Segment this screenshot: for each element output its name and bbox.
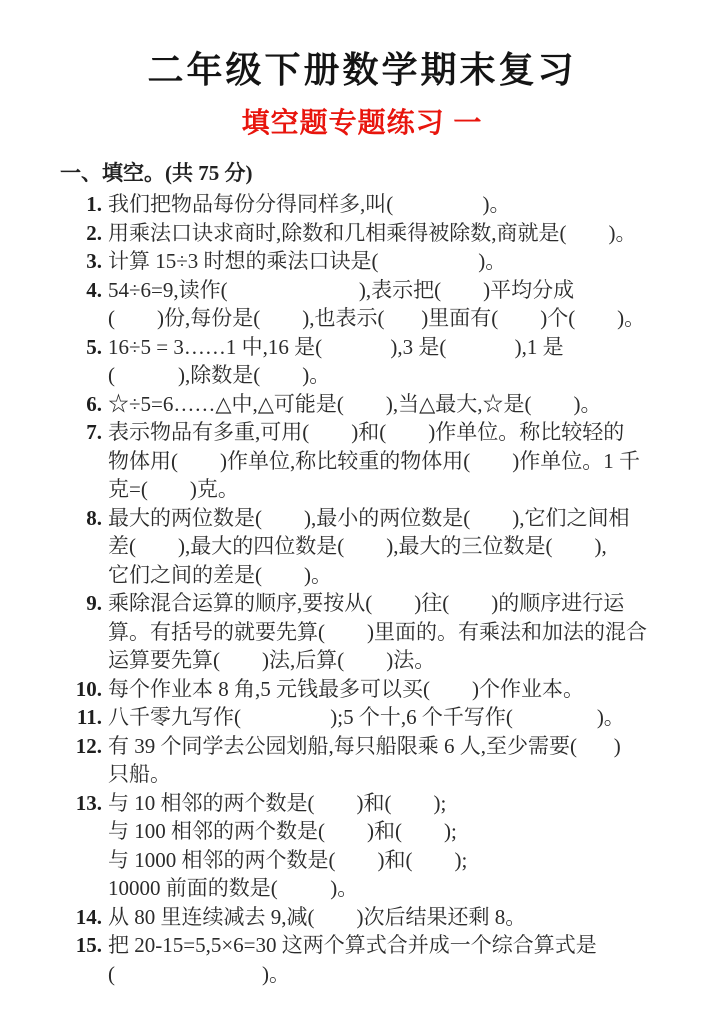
question-line: 最大的两位数是( ),最小的两位数是( ),它们之间相 xyxy=(108,505,630,530)
question-number: 8. xyxy=(86,505,102,530)
question-line: 算。有括号的就要先算( )里面的。有乘法和加法的混合 xyxy=(108,619,647,644)
question-text xyxy=(108,219,680,248)
question-text xyxy=(108,390,680,419)
question-row xyxy=(60,589,680,675)
question-line: ( )份,每份是( ),也表示( )里面有( )个( )。 xyxy=(108,306,646,330)
question-row xyxy=(60,219,680,248)
question-text xyxy=(108,789,680,903)
question-row xyxy=(60,675,680,704)
question-number: 12. xyxy=(75,733,102,758)
question-line: 运算要先算( )法,后算( )法。 xyxy=(108,648,436,672)
question-line: ☆÷5=6……△中,△可能是( ),当△最大,☆是( )。 xyxy=(108,391,602,416)
question-line: ( )。 xyxy=(108,961,290,986)
question-line: 有 39 个同学去公园划船,每只船限乘 6 人,至少需要( ) xyxy=(108,733,621,758)
question-number: 14. xyxy=(75,904,102,929)
question-line: 16÷5 = 3……1 中,16 是( ),3 是( ),1 是 xyxy=(108,334,564,359)
question-text xyxy=(108,675,680,704)
question-line: 我们把物品每份分得同样多,叫( )。 xyxy=(108,192,511,216)
question-line: 54÷6=9,读作( ),表示把( )平均分成 xyxy=(108,277,575,302)
question-line: 只船。 xyxy=(108,762,171,786)
question-row xyxy=(60,190,680,219)
question-line: 克=( )克。 xyxy=(108,477,239,501)
question-line: 物体用( )作单位,称比较重的物体用( )作单位。1 千 xyxy=(108,448,640,473)
question-text xyxy=(108,418,680,504)
question-number: 1. xyxy=(86,192,102,216)
question-number: 6. xyxy=(86,391,102,416)
question-line: 乘除混合运算的顺序,要按从( )往( )的顺序进行运 xyxy=(108,591,625,615)
question-row xyxy=(60,418,680,504)
question-text xyxy=(108,276,680,333)
question-line: 与 1000 相邻的两个数是( )和( ); xyxy=(108,847,468,872)
question-row xyxy=(60,390,680,419)
question-row xyxy=(60,333,680,390)
question-row xyxy=(60,789,680,903)
question-number: 4. xyxy=(86,277,102,302)
question-number: 2. xyxy=(86,220,102,245)
page-subtitle: 填空题专题练习 一 xyxy=(241,107,483,138)
question-row xyxy=(60,504,680,590)
question-line: 八千零九写作( );5 个十,6 个千写作( )。 xyxy=(108,705,625,729)
question-line: 差( ),最大的四位数是( ),最大的三位数是( ), xyxy=(108,534,607,558)
question-line: 每个作业本 8 角,5 元钱最多可以买( )个作业本。 xyxy=(108,676,584,701)
question-text xyxy=(108,333,680,390)
question-line: 把 20-15=5,5×6=30 这两个算式合并成一个综合算式是 xyxy=(108,933,597,957)
question-number: 13. xyxy=(75,790,102,815)
question-number: 7. xyxy=(86,420,102,444)
question-text xyxy=(108,190,680,219)
question-number: 9. xyxy=(86,591,102,615)
question-line: 它们之间的差是( )。 xyxy=(108,562,332,587)
question-line: 与 100 相邻的两个数是( )和( ); xyxy=(108,819,457,843)
question-text xyxy=(108,903,680,932)
question-number: 5. xyxy=(86,334,102,359)
question-list xyxy=(60,190,680,988)
question-line: 用乘法口诀求商时,除数和几相乘得被除数,商就是( )。 xyxy=(108,220,637,245)
question-number: 11. xyxy=(76,705,102,729)
question-text xyxy=(108,732,680,789)
page-title: 二年级下册数学期末复习 xyxy=(147,49,577,90)
question-row xyxy=(60,931,680,988)
question-line: 10000 前面的数是( )。 xyxy=(108,876,359,900)
question-row xyxy=(60,276,680,333)
question-row xyxy=(60,903,680,932)
question-line: ( ),除数是( )。 xyxy=(108,363,331,387)
question-line: 从 80 里连续减去 9,减( )次后结果还剩 8。 xyxy=(108,904,527,929)
question-number: 3. xyxy=(86,249,102,273)
question-number: 15. xyxy=(75,933,102,957)
question-row xyxy=(60,247,680,276)
question-text xyxy=(108,247,680,276)
question-text xyxy=(108,504,680,590)
question-line: 表示物品有多重,可用( )和( )作单位。称比较轻的 xyxy=(108,420,625,444)
question-number: 10. xyxy=(75,676,102,701)
question-line: 计算 15÷3 时想的乘法口诀是( )。 xyxy=(108,249,507,273)
question-row xyxy=(60,732,680,789)
question-text xyxy=(108,703,680,732)
question-text xyxy=(108,589,680,675)
question-row xyxy=(60,703,680,732)
question-line: 与 10 相邻的两个数是( )和( ); xyxy=(108,790,447,815)
section-heading: 一、填空。(共 75 分) xyxy=(60,161,253,185)
question-text xyxy=(108,931,680,988)
